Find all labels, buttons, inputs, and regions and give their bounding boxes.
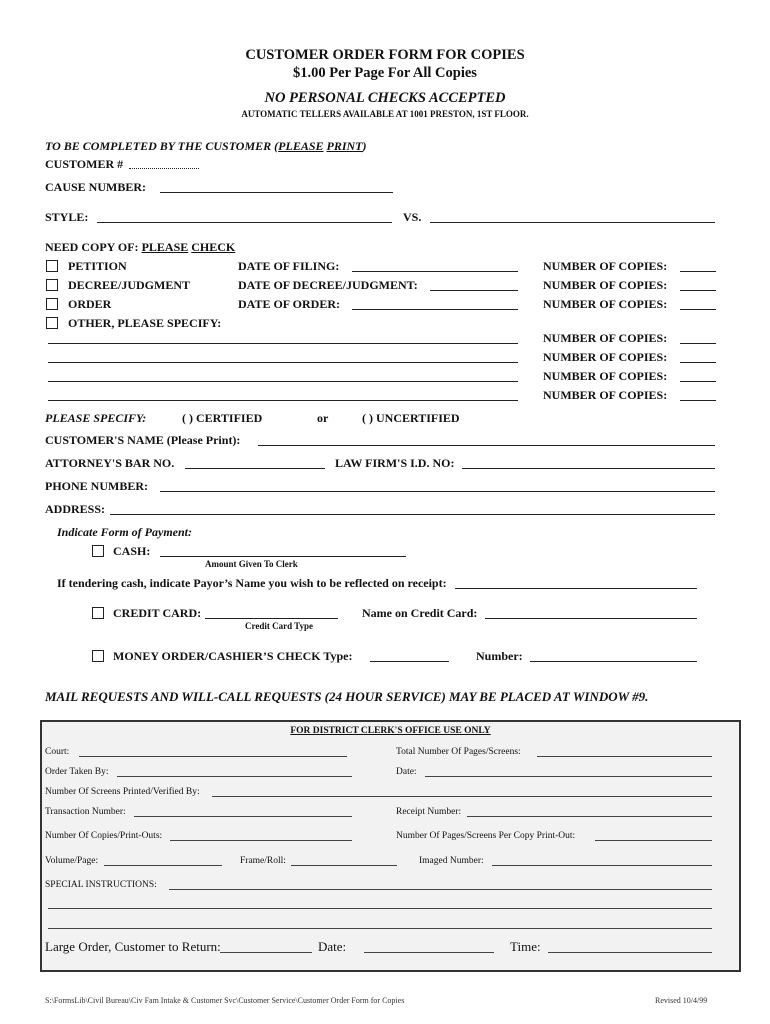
receipt-field[interactable] (467, 816, 712, 817)
other-copies-field[interactable] (680, 381, 716, 382)
vs-field[interactable] (430, 222, 715, 223)
vs-label: VS. (403, 210, 422, 224)
cash-note: Amount Given To Clerk (205, 559, 298, 569)
transaction-label: Transaction Number: (45, 807, 126, 817)
phone-label: PHONE NUMBER: (45, 479, 148, 493)
petition-label: PETITION (68, 259, 127, 273)
imaged-number-label: Imaged Number: (419, 856, 484, 866)
other-specify-line[interactable] (48, 381, 518, 382)
payor-name-field[interactable] (455, 588, 697, 589)
transaction-field[interactable] (134, 816, 352, 817)
copies-label: NUMBER OF COPIES: (543, 369, 668, 383)
cash-amount-field[interactable] (160, 556, 406, 557)
order-checkbox[interactable] (46, 298, 58, 310)
volume-page-field[interactable] (104, 865, 222, 866)
special-instructions-label: SPECIAL INSTRUCTIONS: (45, 880, 157, 890)
certified-option[interactable]: ( ) CERTIFIED (182, 411, 263, 425)
total-pages-field[interactable] (537, 756, 712, 757)
bar-number-label: ATTORNEY'S BAR NO. (45, 456, 175, 470)
petition-checkbox[interactable] (46, 260, 58, 272)
other-checkbox[interactable] (46, 317, 58, 329)
large-order-date-field[interactable] (364, 952, 494, 953)
decree-copies-field[interactable] (680, 290, 716, 291)
please-specify-label: PLEASE SPECIFY: (45, 411, 147, 425)
date-of-filing-label: DATE OF FILING: (238, 259, 340, 273)
decree-label: DECREE/JUDGMENT (68, 278, 191, 292)
other-specify-line[interactable] (48, 343, 518, 344)
copies-label: NUMBER OF COPIES: (543, 297, 668, 311)
decree-checkbox[interactable] (46, 279, 58, 291)
order-label: ORDER (68, 297, 112, 311)
large-order-time-label: Time: (510, 939, 541, 954)
large-order-date-label: Date: (318, 939, 347, 954)
date-of-filing-field[interactable] (352, 271, 518, 272)
other-copies-field[interactable] (680, 362, 716, 363)
or-label: or (317, 411, 329, 425)
date-of-order-label: DATE OF ORDER: (238, 297, 340, 311)
volume-page-label: Volume/Page: (45, 856, 99, 866)
other-specify-line[interactable] (48, 362, 518, 363)
large-order-time-field[interactable] (548, 952, 712, 953)
copies-printouts-field[interactable] (170, 840, 352, 841)
frame-roll-label: Frame/Roll: (240, 856, 286, 866)
copies-label: NUMBER OF COPIES: (543, 278, 668, 292)
date-of-order-field[interactable] (352, 309, 518, 310)
other-specify-line[interactable] (48, 400, 518, 401)
law-firm-field[interactable] (462, 468, 715, 469)
pages-per-copy-field[interactable] (595, 840, 712, 841)
copies-label: NUMBER OF COPIES: (543, 350, 668, 364)
instruction-heading: TO BE COMPLETED BY THE CUSTOMER (PLEASE PRINT) (45, 139, 367, 153)
receipt-label: Receipt Number: (396, 807, 462, 817)
copies-label: NUMBER OF COPIES: (543, 388, 668, 402)
special-instructions-field[interactable] (169, 889, 712, 890)
phone-field[interactable] (160, 491, 715, 492)
large-order-label: Large Order, Customer to Return: (45, 939, 221, 954)
office-heading: FOR DISTRICT CLERK'S OFFICE USE ONLY (290, 726, 491, 736)
customer-number-label: CUSTOMER # (45, 157, 124, 171)
credit-card-type-field[interactable] (205, 618, 338, 619)
customer-name-field[interactable] (258, 445, 715, 446)
footer-path: S:\FormsLib\Civil Bureau\Civ Fam Intake & Customer Svc\Customer Service\Customer Order Form for Copies (45, 996, 405, 1005)
tellers-note: AUTOMATIC TELLERS AVAILABLE AT 1001 PRESTON, 1ST FLOOR. (241, 109, 529, 119)
pages-per-copy-label: Number Of Pages/Screens Per Copy Print-Out: (396, 831, 576, 841)
cause-number-field[interactable] (160, 192, 393, 193)
frame-roll-field[interactable] (291, 865, 397, 866)
court-label: Court: (45, 747, 70, 757)
style-field[interactable] (97, 222, 392, 223)
uncertified-option[interactable]: ( ) UNCERTIFIED (362, 411, 460, 425)
date-field[interactable] (425, 776, 712, 777)
date-label: Date: (396, 767, 417, 777)
date-of-decree-field[interactable] (430, 290, 518, 291)
no-checks-note: NO PERSONAL CHECKS ACCEPTED (264, 90, 506, 106)
credit-card-checkbox[interactable] (92, 607, 104, 619)
special-instructions-line[interactable] (48, 928, 712, 929)
payment-heading: Indicate Form of Payment: (57, 525, 192, 539)
order-taken-label: Order Taken By: (45, 767, 109, 777)
date-of-decree-label: DATE OF DECREE/JUDGMENT: (238, 278, 418, 292)
tendering-label: If tendering cash, indicate Payor’s Name you wish to be reflected on receipt: (57, 576, 447, 590)
order-taken-field[interactable] (117, 776, 352, 777)
cause-number-label: CAUSE NUMBER: (45, 180, 147, 194)
special-instructions-line[interactable] (48, 908, 712, 909)
style-label: STYLE: (45, 210, 89, 224)
credit-card-note: Credit Card Type (245, 621, 314, 631)
footer-revised: Revised 10/4/99 (655, 996, 708, 1005)
petition-copies-field[interactable] (680, 271, 716, 272)
imaged-number-field[interactable] (492, 865, 712, 866)
form-title: CUSTOMER ORDER FORM FOR COPIES (245, 47, 525, 63)
money-order-number-label: Number: (476, 649, 523, 663)
cash-label: CASH: (113, 544, 151, 558)
credit-card-label: CREDIT CARD: (113, 606, 202, 620)
other-label: OTHER, PLEASE SPECIFY: (68, 316, 222, 330)
mail-requests-note: MAIL REQUESTS AND WILL-CALL REQUESTS (24 HOUR SERVICE) MAY BE PLACED AT WINDOW #9. (45, 689, 649, 704)
name-on-card-label: Name on Credit Card: (362, 606, 478, 620)
address-label: ADDRESS: (45, 502, 106, 516)
money-order-checkbox[interactable] (92, 650, 104, 662)
screens-verified-label: Number Of Screens Printed/Verified By: (45, 787, 200, 797)
money-order-number-field[interactable] (530, 661, 697, 662)
law-firm-label: LAW FIRM'S I.D. NO: (335, 456, 455, 470)
screens-verified-field[interactable] (212, 796, 712, 797)
other-copies-field[interactable] (680, 400, 716, 401)
address-field[interactable] (110, 514, 715, 515)
bar-number-field[interactable] (185, 468, 325, 469)
copies-label: NUMBER OF COPIES: (543, 331, 668, 345)
name-on-card-field[interactable] (485, 618, 697, 619)
office-use-box (40, 720, 741, 972)
customer-name-label: CUSTOMER'S NAME (Please Print): (45, 433, 241, 447)
cash-checkbox[interactable] (92, 545, 104, 557)
customer-number-field[interactable] (129, 168, 199, 169)
money-order-type-field[interactable] (370, 661, 449, 662)
money-order-label: MONEY ORDER/CASHIER’S CHECK Type: (113, 649, 353, 663)
order-copies-field[interactable] (680, 309, 716, 310)
total-pages-label: Total Number Of Pages/Screens: (396, 747, 521, 757)
copies-label: NUMBER OF COPIES: (543, 259, 668, 273)
large-order-field[interactable] (220, 952, 312, 953)
price-note: $1.00 Per Page For All Copies (293, 65, 477, 81)
need-copy-label: NEED COPY OF: PLEASE CHECK (45, 240, 236, 254)
other-copies-field[interactable] (680, 343, 716, 344)
court-field[interactable] (79, 756, 347, 757)
copies-printouts-label: Number Of Copies/Print-Outs: (45, 831, 163, 841)
